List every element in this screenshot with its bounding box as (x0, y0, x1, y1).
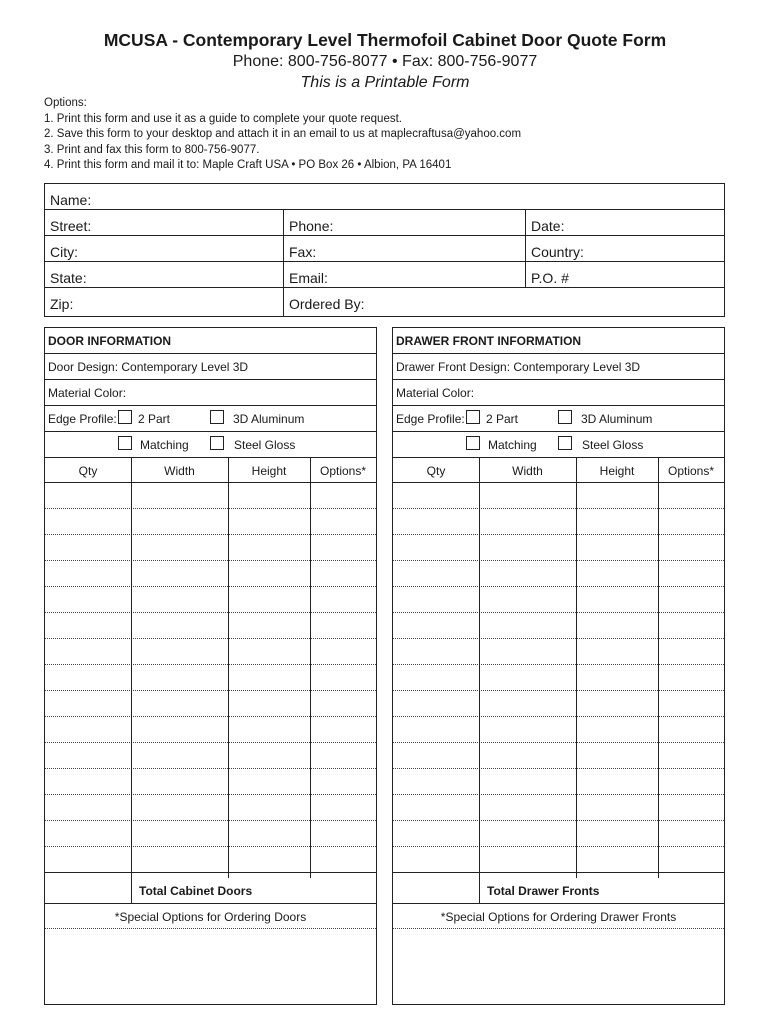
zip-field[interactable] (45, 288, 283, 316)
table-row[interactable] (393, 847, 724, 873)
door-col-width: Width (164, 464, 195, 478)
drawer-3d-aluminum-label: 3D Aluminum (581, 412, 653, 426)
door-matching-label: Matching (140, 438, 189, 452)
table-row[interactable] (393, 795, 724, 821)
drawer-matching-checkbox[interactable] (466, 436, 480, 450)
form-title: MCUSA - Contemporary Level Thermofoil Cabinet Door Quote Form (103, 30, 667, 50)
door-col-height: Height (251, 464, 287, 478)
table-row[interactable] (45, 665, 376, 691)
door-heading: DOOR INFORMATION (48, 334, 172, 348)
door-steel-gloss-checkbox[interactable] (210, 436, 224, 450)
table-row[interactable] (393, 639, 724, 665)
drawer-col-options: Options* (667, 464, 715, 478)
option-item: 4. Print this form and mail it to: Maple Craft USA • PO Box 26 • Albion, PA 16401 (44, 159, 452, 171)
door-edge-row-2 (45, 432, 376, 458)
drawer-divider (479, 458, 480, 904)
zip-row (45, 288, 724, 316)
ordered-by-field[interactable] (283, 288, 726, 316)
po-field[interactable] (525, 262, 726, 287)
drawer-edge-row-2 (393, 432, 724, 458)
drawer-divider (576, 458, 577, 878)
table-row[interactable] (45, 639, 376, 665)
table-row[interactable] (45, 717, 376, 743)
door-divider (131, 458, 132, 904)
drawer-divider (658, 458, 659, 878)
drawer-steel-gloss-checkbox[interactable] (558, 436, 572, 450)
door-edge-label: Edge Profile: (48, 412, 117, 426)
door-2part-checkbox[interactable] (118, 410, 132, 424)
drawer-total-label: Total Drawer Fronts (487, 884, 600, 898)
phone-field[interactable] (283, 210, 525, 235)
customer-info-box (44, 183, 725, 317)
table-row[interactable] (45, 821, 376, 847)
door-edge-row (45, 406, 376, 432)
drawer-material-row[interactable] (393, 380, 724, 406)
table-row[interactable] (393, 743, 724, 769)
table-row[interactable] (393, 561, 724, 587)
city-row (45, 236, 724, 262)
door-3d-aluminum-checkbox[interactable] (210, 410, 224, 424)
drawer-steel-gloss-label: Steel Gloss (582, 438, 644, 452)
email-label: Email: (289, 270, 328, 286)
option-item: 3. Print and fax this form to 800-756-9077. (44, 143, 260, 156)
table-row[interactable] (45, 769, 376, 795)
drawer-column-headers (393, 458, 724, 483)
door-heading-row (45, 328, 376, 354)
date-field[interactable] (525, 210, 726, 235)
drawer-col-qty: Qty (426, 464, 446, 478)
door-divider (228, 458, 229, 878)
phone-label: Phone: (289, 218, 334, 234)
options-list (44, 96, 521, 174)
fax-field[interactable] (283, 236, 525, 261)
drawer-design: Drawer Front Design: Contemporary Level 3D (396, 360, 641, 374)
door-total-row[interactable] (45, 878, 376, 904)
option-item: 1. Print this form and use it as a guide to complete your quote request. (44, 112, 402, 125)
drawer-matching-label: Matching (488, 438, 537, 452)
country-label: Country: (531, 244, 584, 260)
options-heading: Options: (44, 97, 87, 109)
drawer-col-width: Width (512, 464, 543, 478)
door-special-heading-row (45, 904, 376, 929)
drawer-col-height: Height (599, 464, 635, 478)
drawer-special-heading-row (393, 904, 724, 929)
table-row[interactable] (393, 717, 724, 743)
door-matching-checkbox[interactable] (118, 436, 132, 450)
drawer-2part-label: 2 Part (486, 412, 519, 426)
table-row[interactable] (45, 691, 376, 717)
city-label: City: (50, 244, 78, 260)
city-field[interactable] (45, 236, 283, 261)
table-row[interactable] (393, 821, 724, 847)
door-design-row[interactable] (45, 354, 376, 380)
door-divider (310, 458, 311, 878)
drawer-2part-checkbox[interactable] (466, 410, 480, 424)
table-row[interactable] (393, 509, 724, 535)
street-label: Street: (50, 218, 92, 234)
zip-label: Zip: (50, 296, 74, 312)
drawer-edge-row (393, 406, 724, 432)
name-row (45, 184, 724, 210)
drawer-heading-row (393, 328, 724, 354)
table-row[interactable] (45, 743, 376, 769)
door-col-qty: Qty (78, 464, 98, 478)
door-design: Door Design: Contemporary Level 3D (48, 360, 249, 374)
street-row (45, 210, 724, 236)
door-3d-aluminum-label: 3D Aluminum (233, 412, 305, 426)
door-panel (44, 327, 377, 1005)
door-column-headers (45, 458, 376, 483)
drawer-special-label: *Special Options for Ordering Drawer Fronts (440, 910, 677, 924)
drawer-total-row[interactable] (393, 878, 724, 904)
table-row[interactable] (393, 483, 724, 509)
po-label: P.O. # (531, 270, 569, 286)
table-row[interactable] (393, 613, 724, 639)
drawer-design-row[interactable] (393, 354, 724, 380)
state-row (45, 262, 724, 288)
name-field[interactable] (45, 184, 726, 209)
table-row[interactable] (393, 665, 724, 691)
door-special-notes[interactable] (45, 929, 376, 1004)
door-col-options: Options* (319, 464, 367, 478)
door-material-label: Material Color: (48, 386, 127, 400)
table-row[interactable] (393, 535, 724, 561)
state-field[interactable] (45, 262, 283, 287)
table-row[interactable] (45, 795, 376, 821)
table-row[interactable] (45, 613, 376, 639)
drawer-panel (392, 327, 725, 1005)
table-row[interactable] (45, 587, 376, 613)
state-label: State: (50, 270, 87, 286)
door-material-row[interactable] (45, 380, 376, 406)
table-row[interactable] (45, 535, 376, 561)
table-row[interactable] (45, 847, 376, 873)
drawer-special-notes[interactable] (393, 929, 724, 1004)
date-label: Date: (531, 218, 565, 234)
contact-line: Phone: 800-756-8077 • Fax: 800-756-9077 (232, 53, 538, 70)
country-field[interactable] (525, 236, 726, 261)
table-row[interactable] (45, 561, 376, 587)
door-total-label: Total Cabinet Doors (139, 884, 253, 898)
drawer-edge-label: Edge Profile: (396, 412, 465, 426)
ordered-by-label: Ordered By: (289, 296, 365, 312)
door-special-label: *Special Options for Ordering Doors (114, 910, 307, 924)
printable-note: This is a Printable Form (300, 74, 470, 91)
email-field[interactable] (283, 262, 525, 287)
option-item: 2. Save this form to your desktop and attach it in an email to us at maplecraftusa@yahoo.com (44, 128, 522, 140)
street-field[interactable] (45, 210, 283, 235)
table-row[interactable] (45, 483, 376, 509)
drawer-material-label: Material Color: (396, 386, 475, 400)
fax-label: Fax: (289, 244, 317, 260)
table-row[interactable] (393, 769, 724, 795)
drawer-3d-aluminum-checkbox[interactable] (558, 410, 572, 424)
drawer-heading: DRAWER FRONT INFORMATION (396, 334, 582, 348)
door-steel-gloss-label: Steel Gloss (234, 438, 296, 452)
table-row[interactable] (393, 587, 724, 613)
name-label: Name: (50, 192, 92, 208)
table-row[interactable] (45, 509, 376, 535)
table-row[interactable] (393, 691, 724, 717)
door-2part-label: 2 Part (138, 412, 171, 426)
